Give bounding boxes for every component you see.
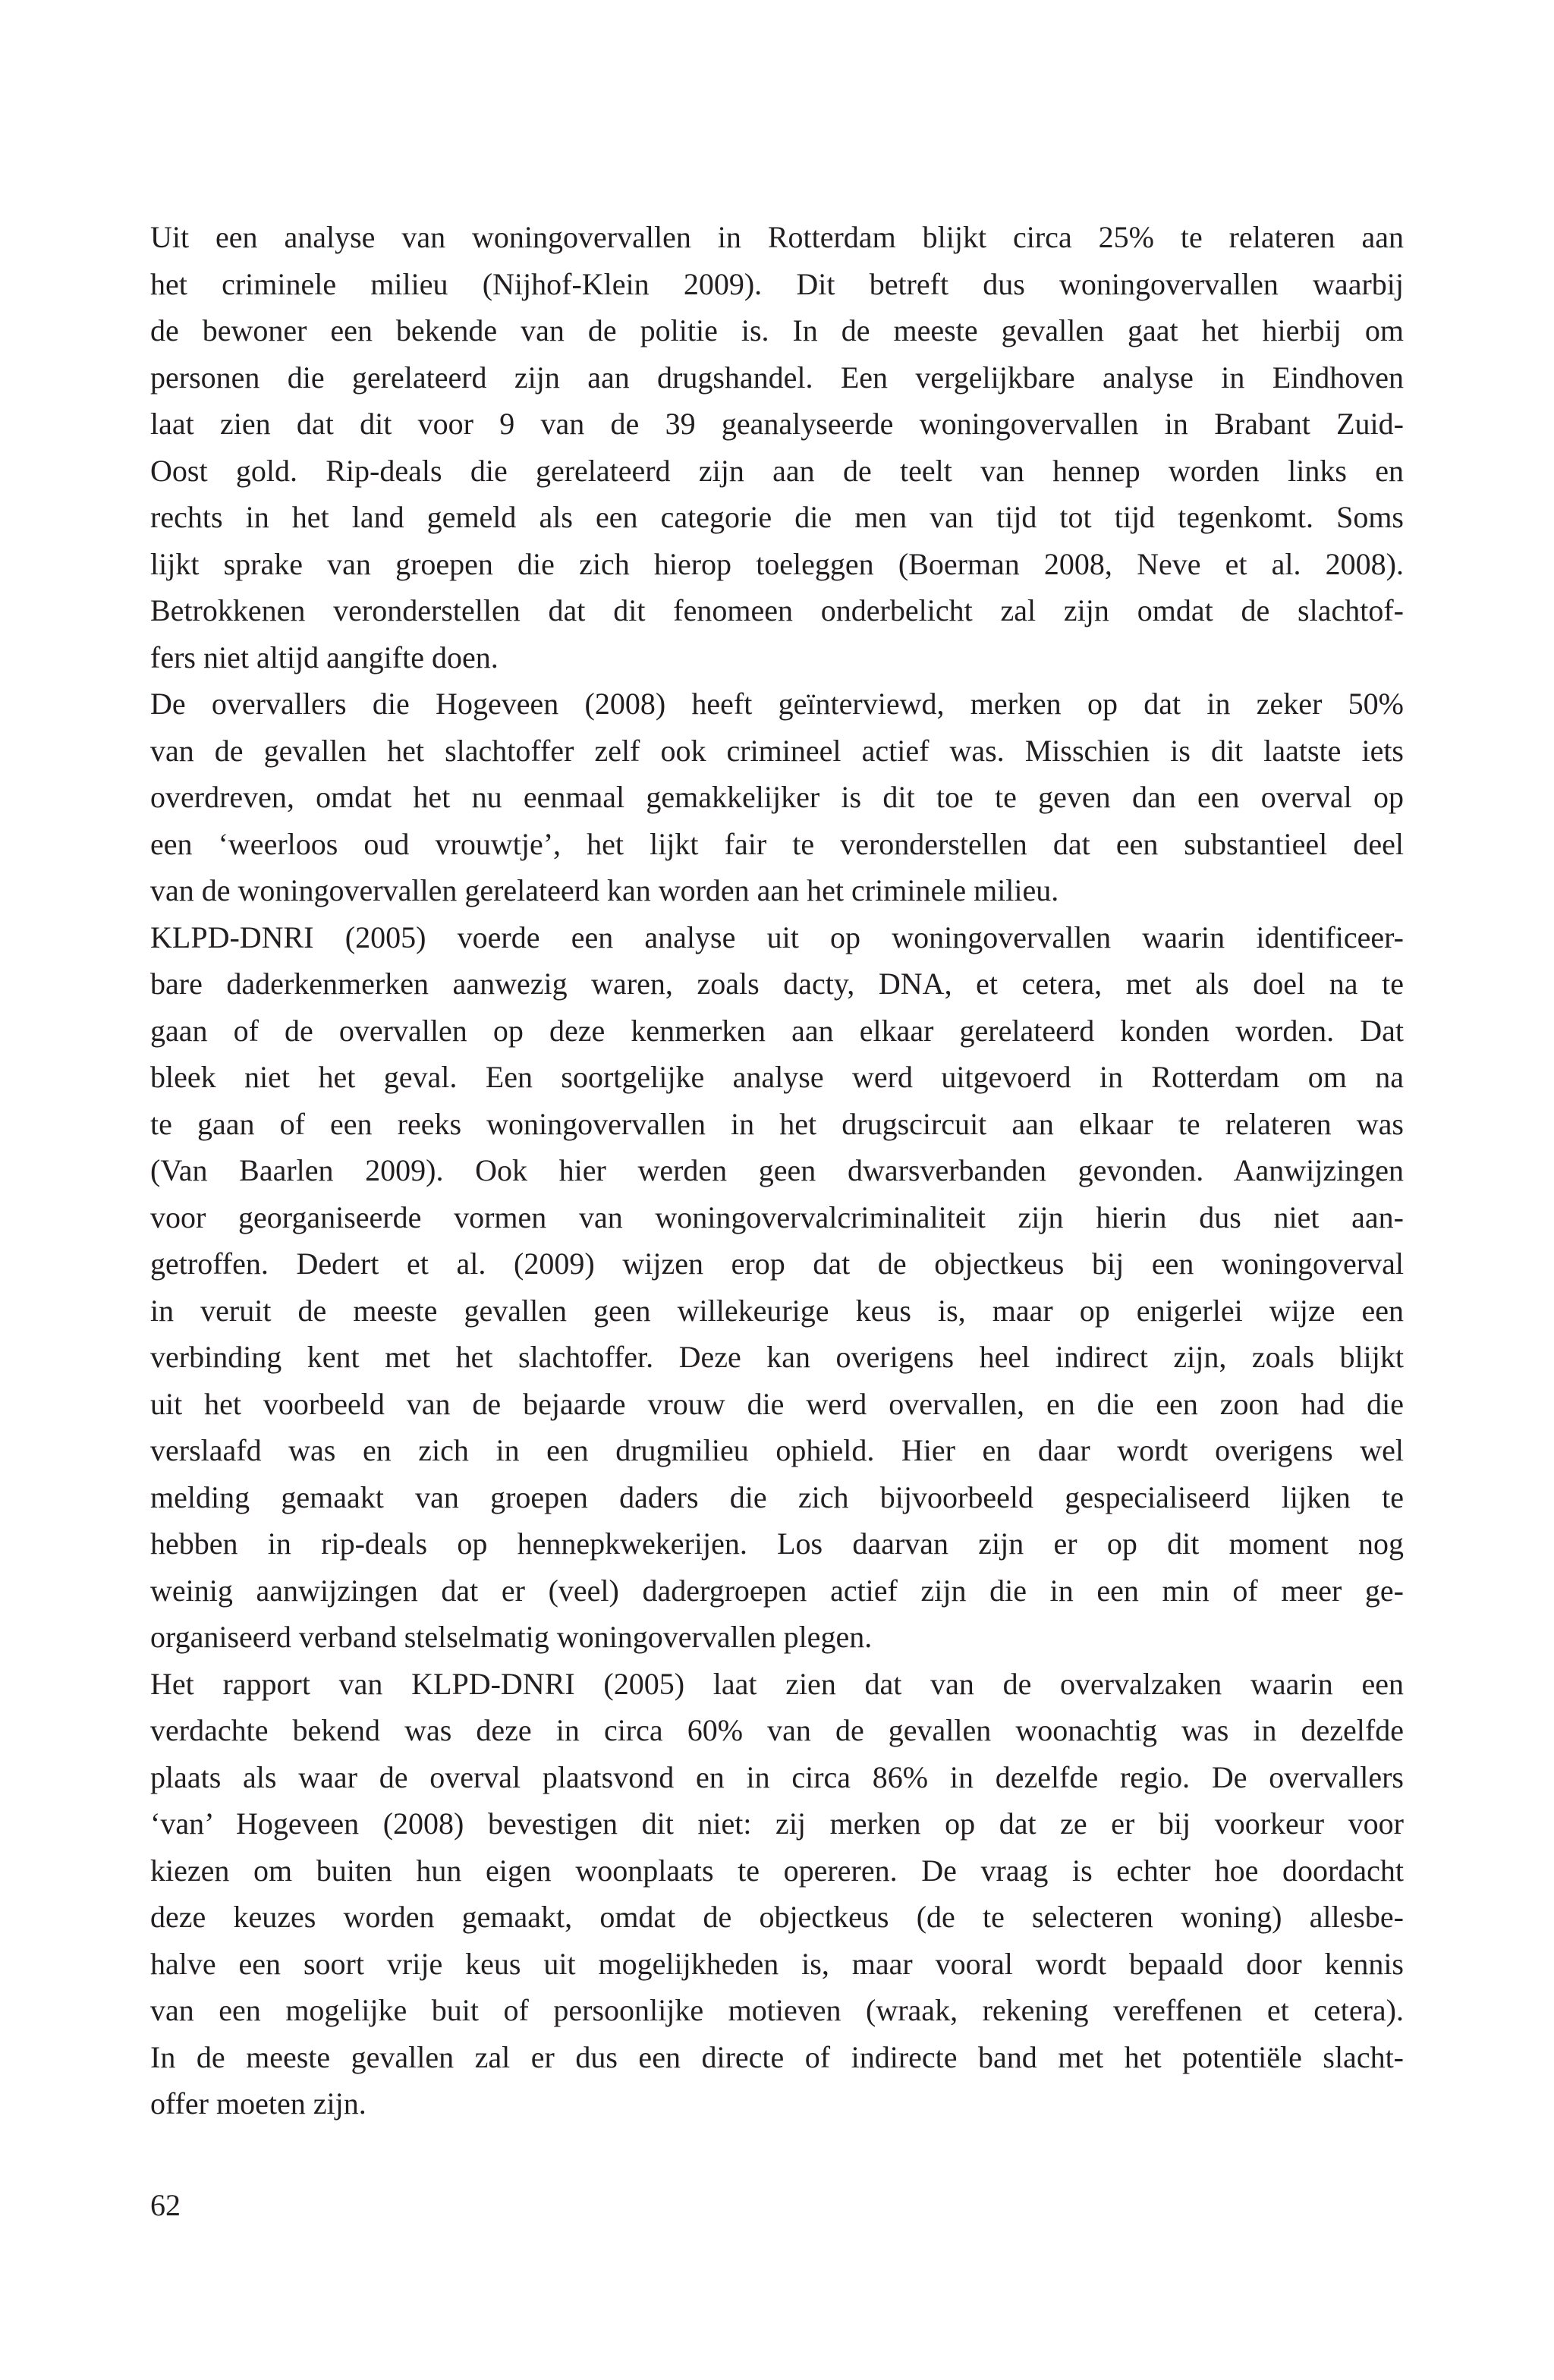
- text-line: in veruit de meeste gevallen geen willekeurige keus is, maar op enigerlei wijze een: [150, 1293, 1404, 1328]
- text-line: kiezen om buiten hun eigen woonplaats te opereren. De vraag is echter hoe doordacht: [150, 1853, 1404, 1888]
- text-line: van de gevallen het slachtoffer zelf ook crimineel actief was. Misschien is dit laatste iets: [150, 733, 1404, 768]
- paragraph: [150, 914, 1404, 1661]
- text-line: (Van Baarlen 2009). Ook hier werden geen dwarsverbanden gevonden. Aanwijzingen: [150, 1153, 1404, 1187]
- text-line: melding gemaakt van groepen daders die zich bijvoorbeeld gespecialiseerd lijken te: [150, 1479, 1404, 1514]
- text-line: getroffen. Dedert et al. (2009) wijzen erop dat de objectkeus bij een woningoverval: [150, 1247, 1404, 1281]
- text-line: bleek niet het geval. Een soortgelijke analyse werd uitgevoerd in Rotterdam om na: [150, 1060, 1404, 1094]
- text-line: Het rapport van KLPD-DNRI (2005) laat zien dat van de overvalzaken waarin een: [150, 1666, 1404, 1701]
- text-line: weinig aanwijzingen dat er (veel) dadergroepen actief zijn die in een min of meer ge-: [150, 1573, 1404, 1608]
- text-line: personen die gerelateerd zijn aan drugshandel. Een vergelijkbare analyse in Eindhoven: [150, 360, 1404, 395]
- paragraph: [150, 681, 1404, 914]
- body-text: [150, 214, 1404, 2127]
- text-line: voor georganiseerde vormen van woningovervalcriminaliteit zijn hierin dus niet aan-: [150, 1199, 1404, 1234]
- text-line: rechts in het land gemeld als een categorie die men van tijd tot tijd tegenkomt. Soms: [150, 500, 1404, 534]
- text-line: verslaafd was en zich in een drugmilieu ophield. Hier en daar wordt overigens wel: [150, 1433, 1404, 1467]
- text-line: halve een soort vrije keus uit mogelijkheden is, maar vooral wordt bepaald door kennis: [150, 1946, 1404, 1981]
- text-line: uit het voorbeeld van de bejaarde vrouw die werd overvallen, en die een zoon had die: [150, 1386, 1404, 1421]
- text-line: laat zien dat dit voor 9 van de 39 geanalyseerde woningovervallen in Brabant Zuid-: [150, 407, 1404, 441]
- text-line: hebben in rip-deals op hennepkwekerijen. Los daarvan zijn er op dit moment nog: [150, 1526, 1404, 1561]
- text-line: KLPD-DNRI (2005) voerde een analyse uit op woningovervallen waarin identificeer-: [150, 920, 1404, 954]
- text-line: Uit een analyse van woningovervallen in Rotterdam blijkt circa 25% te relateren aan: [150, 220, 1404, 254]
- paragraph: [150, 214, 1404, 681]
- text-line: een ‘weerloos oud vrouwtje’, het lijkt fair te veronderstellen dat een substantieel deel: [150, 826, 1404, 861]
- text-line: Betrokkenen veronderstellen dat dit fenomeen onderbelicht zal zijn omdat de slachtof-: [150, 593, 1404, 627]
- text-line: de bewoner een bekende van de politie is. In de meeste gevallen gaat het hierbij om: [150, 313, 1404, 347]
- text-line: De overvallers die Hogeveen (2008) heeft geïnterviewd, merken op dat in zeker 50%: [150, 687, 1404, 721]
- text-line: In de meeste gevallen zal er dus een directe of indirecte band met het potentiële slacht-: [150, 2039, 1404, 2074]
- text-line: van een mogelijke buit of persoonlijke motieven (wraak, rekening vereffenen et cetera).: [150, 1993, 1404, 2027]
- text-line: van de woningovervallen gerelateerd kan worden aan het criminele milieu.: [150, 873, 1059, 907]
- page-number: 62: [150, 2188, 181, 2222]
- text-line: verbinding kent met het slachtoffer. Deze kan overigens heel indirect zijn, zoals blijkt: [150, 1340, 1404, 1374]
- text-line: plaats als waar de overval plaatsvond en in circa 86% in dezelfde regio. De overvallers: [150, 1759, 1404, 1794]
- text-line: offer moeten zijn.: [150, 2086, 366, 2121]
- text-line: deze keuzes worden gemaakt, omdat de objectkeus (de te selecteren woning) allesbe-: [150, 1900, 1404, 1934]
- text-line: ‘van’ Hogeveen (2008) bevestigen dit niet: zij merken op dat ze er bij voorkeur voor: [150, 1806, 1404, 1841]
- text-line: bare daderkenmerken aanwezig waren, zoals dacty, DNA, et cetera, met als doel na te: [150, 967, 1404, 1001]
- text-line: verdachte bekend was deze in circa 60% van de gevallen woonachtig was in dezelfde: [150, 1713, 1404, 1747]
- text-line: fers niet altijd aangifte doen.: [150, 640, 499, 674]
- text-line: het criminele milieu (Nijhof-Klein 2009). Dit betreft dus woningovervallen waarbij: [150, 266, 1404, 301]
- text-line: lijkt sprake van groepen die zich hierop toeleggen (Boerman 2008, Neve et al. 2008).: [150, 546, 1404, 581]
- text-line: Oost gold. Rip-deals die gerelateerd zijn aan de teelt van hennep worden links en: [150, 453, 1404, 488]
- text-line: gaan of de overvallen op deze kenmerken aan elkaar gerelateerd konden worden. Dat: [150, 1013, 1404, 1048]
- text-line: te gaan of een reeks woningovervallen in het drugscircuit aan elkaar te relateren was: [150, 1106, 1404, 1141]
- text-line: organiseerd verband stelselmatig woningovervallen plegen.: [150, 1620, 873, 1654]
- text-line: overdreven, omdat het nu eenmaal gemakkelijker is dit toe te geven dan een overval op: [150, 780, 1404, 814]
- paragraph: [150, 1661, 1404, 2127]
